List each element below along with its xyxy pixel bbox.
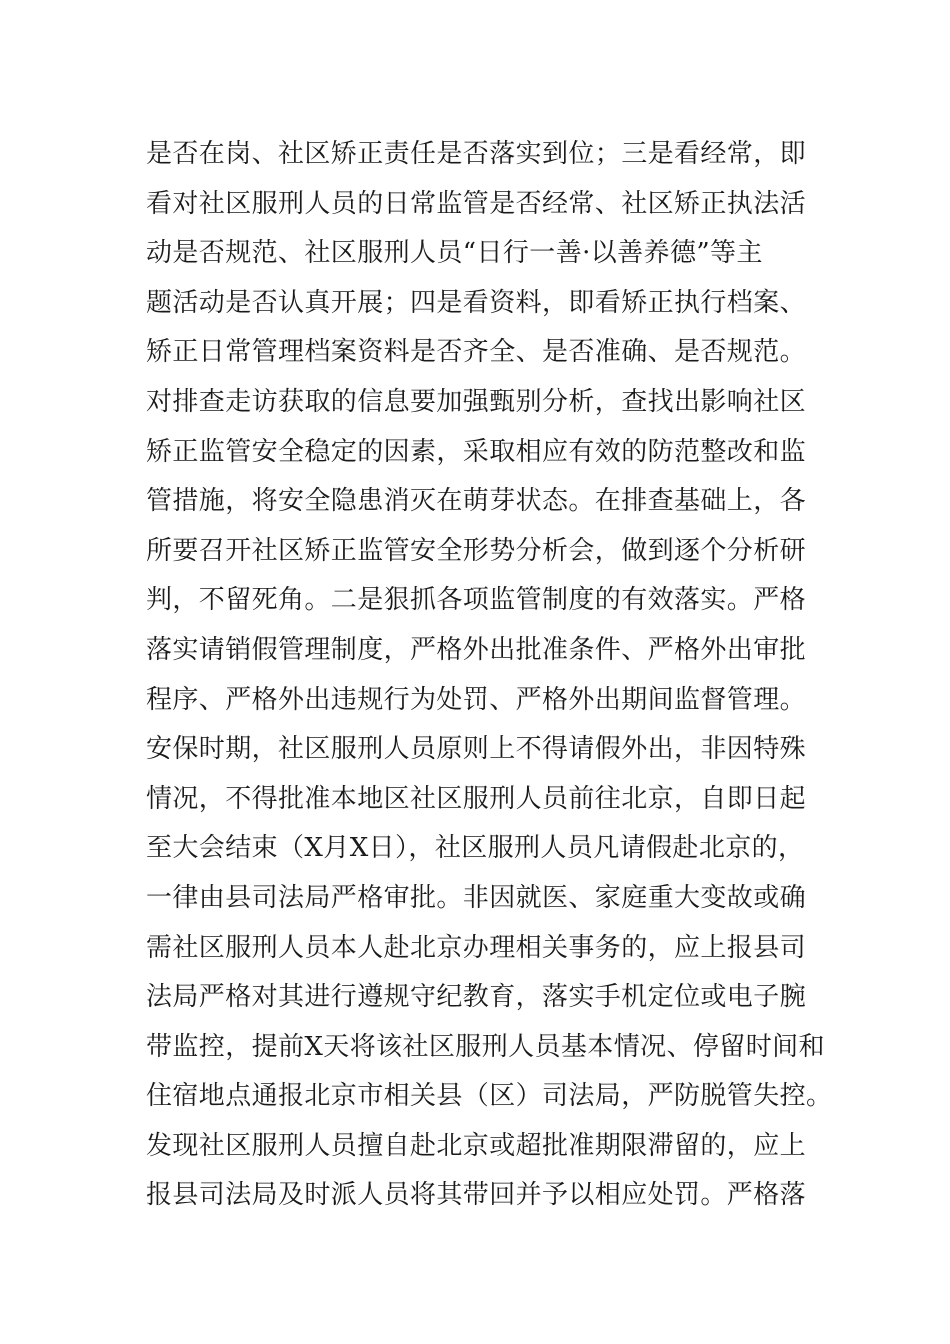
text-line: 管措施，将安全隐患消灭在萌芽状态。在排查基础上，各: [146, 486, 807, 517]
text-line: 报县司法局及时派人员将其带回并予以相应处罚。严格落: [146, 1180, 807, 1211]
text-line: 情况，不得批准本地区社区服刑人员前往北京，自即日起: [146, 783, 807, 814]
text-line: 所要召开社区矫正监管安全形势分析会，做到逐个分析研: [146, 535, 807, 566]
text-line: 程序、严格外出违规行为处罚、严格外出期间监督管理。: [146, 684, 807, 715]
text-line: 法局严格对其进行遵规守纪教育，落实手机定位或电子腕: [146, 982, 807, 1013]
text-line: 一律由县司法局严格审批。非因就医、家庭重大变故或确: [146, 882, 807, 913]
text-line: 看对社区服刑人员的日常监管是否经常、社区矫正执法活: [146, 188, 807, 219]
text-line: 题活动是否认真开展；四是看资料，即看矫正执行档案、: [146, 287, 807, 318]
text-line: 带监控，提前X天将该社区服刑人员基本情况、停留时间和: [146, 1031, 825, 1062]
text-line: 至大会结束（X月X日），社区服刑人员凡请假赴北京的，: [146, 833, 805, 864]
text-line: 动是否规范、社区服刑人员“日行一善·以善养德”等主: [146, 238, 763, 269]
text-line: 对排查走访获取的信息要加强甄别分析，查找出影响社区: [146, 386, 807, 417]
body-text: [146, 130, 833, 1221]
text-line: 判，不留死角。二是狠抓各项监管制度的有效落实。严格: [146, 585, 807, 616]
text-line: 需社区服刑人员本人赴北京办理相关事务的，应上报县司: [146, 932, 807, 963]
text-line: 矫正监管安全稳定的因素，采取相应有效的防范整改和监: [146, 436, 807, 467]
text-line: 落实请销假管理制度，严格外出批准条件、严格外出审批: [146, 634, 807, 665]
text-line: 安保时期，社区服刑人员原则上不得请假外出，非因特殊: [146, 734, 807, 765]
text-line: 住宿地点通报北京市相关县（区）司法局，严防脱管失控。: [146, 1081, 833, 1112]
text-line: 矫正日常管理档案资料是否齐全、是否准确、是否规范。: [146, 337, 807, 368]
text-line: 发现社区服刑人员擅自赴北京或超批准期限滞留的，应上: [146, 1130, 807, 1161]
text-line: 是否在岗、社区矫正责任是否落实到位；三是看经常，即: [146, 139, 807, 169]
